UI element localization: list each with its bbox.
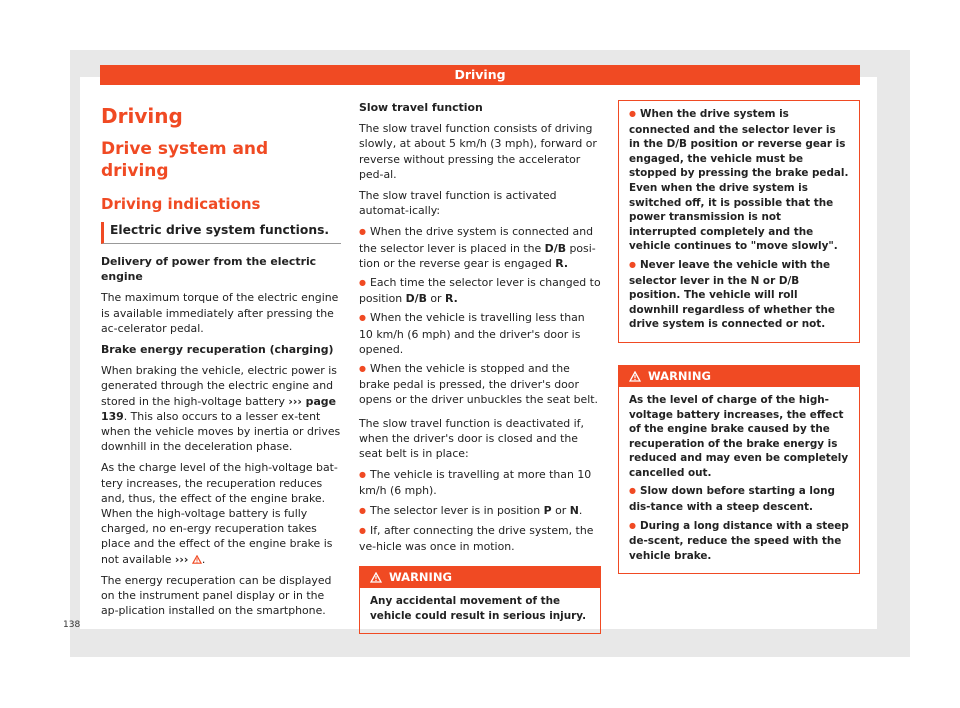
warning-list-item: ● Never leave the vehicle with the selector lever in the N or D/B position. The vehicle will roll downhill regardless of whether the drive system is connected or not. — [629, 258, 849, 332]
section-title: Drive system and driving — [101, 139, 269, 181]
list-item: ● When the vehicle is travelling less than 10 km/h (6 mph) and the driver's door is opened. — [359, 310, 601, 357]
paragraph: The slow travel function is activated automat-ically: — [359, 189, 557, 218]
warning-body — [619, 387, 859, 574]
warning-header — [360, 567, 600, 588]
warning-body — [360, 588, 600, 633]
paragraph: When braking the vehicle, electric power is generated through the electric engine and stored in the high-voltage battery ››› page 139. This also occurs to a lesser ex-tent when the vehicle moves by inertia or drives downhill in the deceleration phase. — [101, 364, 341, 454]
warning-reference-link[interactable]: ››› — [174, 552, 189, 566]
warning-list-item: ● When the drive system is connected and the selector lever is in the D/B position or reverse gear is engaged, the vehicle must be stopped by pressing the brake pedal. Even when the drive system is switched off, it is possible that the power transmission is not interrupted completely and the vehicle continues to "move slowly". — [629, 107, 849, 254]
warning-label: WARNING — [389, 570, 452, 585]
list-item: ● When the vehicle is stopped and the brake pedal is pressed, the driver's door opens or the driver unbuckles the seat belt. — [359, 361, 601, 408]
paragraph: As the charge level of the high-voltage bat-tery increases, the recuperation reduces and, thus, the effect of the engine brake. When the high-voltage battery is fully charged, no en-ergy recuperation takes place and the effect of the engine brake is not available ››› . — [101, 461, 338, 566]
warning-text: Any accidental movement of the vehicle could result in serious injury. — [370, 595, 587, 622]
column-middle — [359, 100, 601, 634]
paragraph-heading: Delivery of power from the electric engine — [101, 255, 317, 284]
paragraph: The slow travel function is deactivated if, when the driver's door is closed and the seat belt is in place: — [359, 416, 584, 461]
warning-box — [359, 566, 601, 634]
warning-triangle-icon — [370, 572, 382, 583]
page-reference-link[interactable]: ››› page 139 — [101, 394, 336, 423]
paragraph-heading: Brake energy recuperation (charging) — [101, 343, 334, 357]
warning-list-item: ● During a long distance with a steep de-scent, reduce the speed with the vehicle brake. — [629, 519, 849, 564]
warning-triangle-icon — [192, 555, 202, 564]
paragraph: The maximum torque of the electric engine is available immediately after pressing the ac-celerator pedal. — [101, 291, 339, 335]
list-item: ● Each time the selector lever is changed to position D/B or R. — [359, 275, 601, 306]
column-right — [618, 100, 860, 574]
list-item: ● If, after connecting the drive system, the ve-hicle was once in motion. — [359, 523, 601, 554]
warning-text: As the level of charge of the high-voltage battery increases, the effect of the engine brake caused by the recuperation of the brake energy is reduced and may even be completely cancelled out. — [629, 393, 849, 479]
warning-triangle-icon — [629, 371, 641, 382]
warning-list-item: ● Slow down before starting a long dis-tance with a steep descent. — [629, 484, 849, 514]
topic-heading: Electric drive system functions. — [101, 222, 341, 244]
page-number: 138 — [63, 620, 81, 630]
warning-box — [618, 365, 860, 575]
column-left — [101, 100, 341, 624]
list-item: ● The selector lever is in position P or N. — [359, 503, 601, 519]
subsection-title: Driving indications — [101, 195, 261, 213]
paragraph: The slow travel function consists of driving slowly, at about 5 km/h (3 mph), forward or reverse without pressing the accelerator ped-al. — [359, 122, 597, 181]
list-item: ● When the drive system is connected and the selector lever is placed in the D/B posi-tion or the reverse gear is engaged R. — [359, 224, 601, 271]
list-item: ● The vehicle is travelling at more than 10 km/h (6 mph). — [359, 467, 601, 498]
chapter-title: Driving — [101, 104, 183, 128]
warning-continuation-box — [618, 100, 860, 343]
paragraph-heading: Slow travel function — [359, 101, 483, 114]
paragraph: The energy recuperation can be displayed on the instrument panel display or in the ap-plication installed on the smartphone. — [101, 573, 332, 618]
running-header: Driving — [100, 65, 860, 85]
warning-header — [619, 366, 859, 387]
warning-label: WARNING — [648, 368, 711, 383]
